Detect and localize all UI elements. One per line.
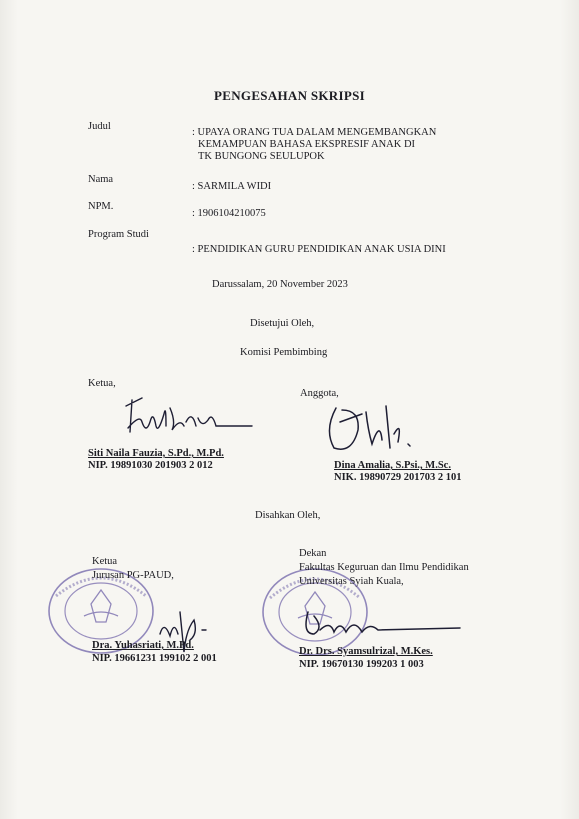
dekan-id: NIP. 19670130 199203 1 003 — [299, 659, 424, 670]
judul-label: Judul — [88, 121, 111, 132]
anggota-signature — [322, 400, 432, 458]
nama-label: Nama — [88, 174, 114, 185]
dekan-name: Dr. Drs. Syamsulrizal, M.Kes. — [299, 646, 433, 657]
judul-value-line-3: TK BUNGONG SEULUPOK — [198, 151, 325, 162]
ratified-by: Disahkan Oleh, — [255, 510, 321, 521]
dekan-signature — [300, 606, 470, 642]
kajur-role-1: Ketua — [92, 556, 118, 567]
kajur-name: Dra. Yuhasriati, M.Pd. — [92, 640, 194, 651]
npm-label: NPM. — [88, 201, 114, 212]
anggota-role: Anggota, — [300, 388, 339, 399]
place-date: Darussalam, 20 November 2023 — [212, 279, 348, 290]
npm-value: : 1906104210075 — [192, 208, 266, 219]
kajur-id: NIP. 19661231 199102 2 001 — [92, 653, 217, 664]
ketua-signature — [120, 392, 260, 444]
anggota-name: Dina Amalia, S.Psi., M.Sc. — [334, 460, 451, 471]
ketua-role: Ketua, — [88, 378, 116, 389]
dekan-role-1: Dekan — [299, 548, 327, 559]
anggota-id: NIK. 19890729 201703 2 101 — [334, 472, 462, 483]
judul-value-line-1: : UPAYA ORANG TUA DALAM MENGEMBANGKAN — [192, 127, 437, 138]
prodi-label: Program Studi — [88, 229, 149, 240]
dekan-role-3: Universitas Syiah Kuala, — [299, 576, 404, 587]
ketua-name: Siti Naila Fauzia, S.Pd., M.Pd. — [88, 448, 224, 459]
page-title: PENGESAHAN SKRIPSI — [214, 88, 365, 103]
approved-by: Disetujui Oleh, — [250, 318, 315, 329]
dekan-role-2: Fakultas Keguruan dan Ilmu Pendidikan — [299, 562, 469, 573]
prodi-value: : PENDIDIKAN GURU PENDIDIKAN ANAK USIA DINI — [192, 244, 446, 255]
kajur-role-2: Jurusan PG-PAUD, — [92, 570, 174, 581]
committee-label: Komisi Pembimbing — [240, 347, 328, 358]
nama-value: : SARMILA WIDI — [192, 181, 272, 192]
ketua-id: NIP. 19891030 201903 2 012 — [88, 460, 213, 471]
judul-value-line-2: KEMAMPUAN BAHASA EKSPRESIF ANAK DI — [198, 139, 416, 150]
